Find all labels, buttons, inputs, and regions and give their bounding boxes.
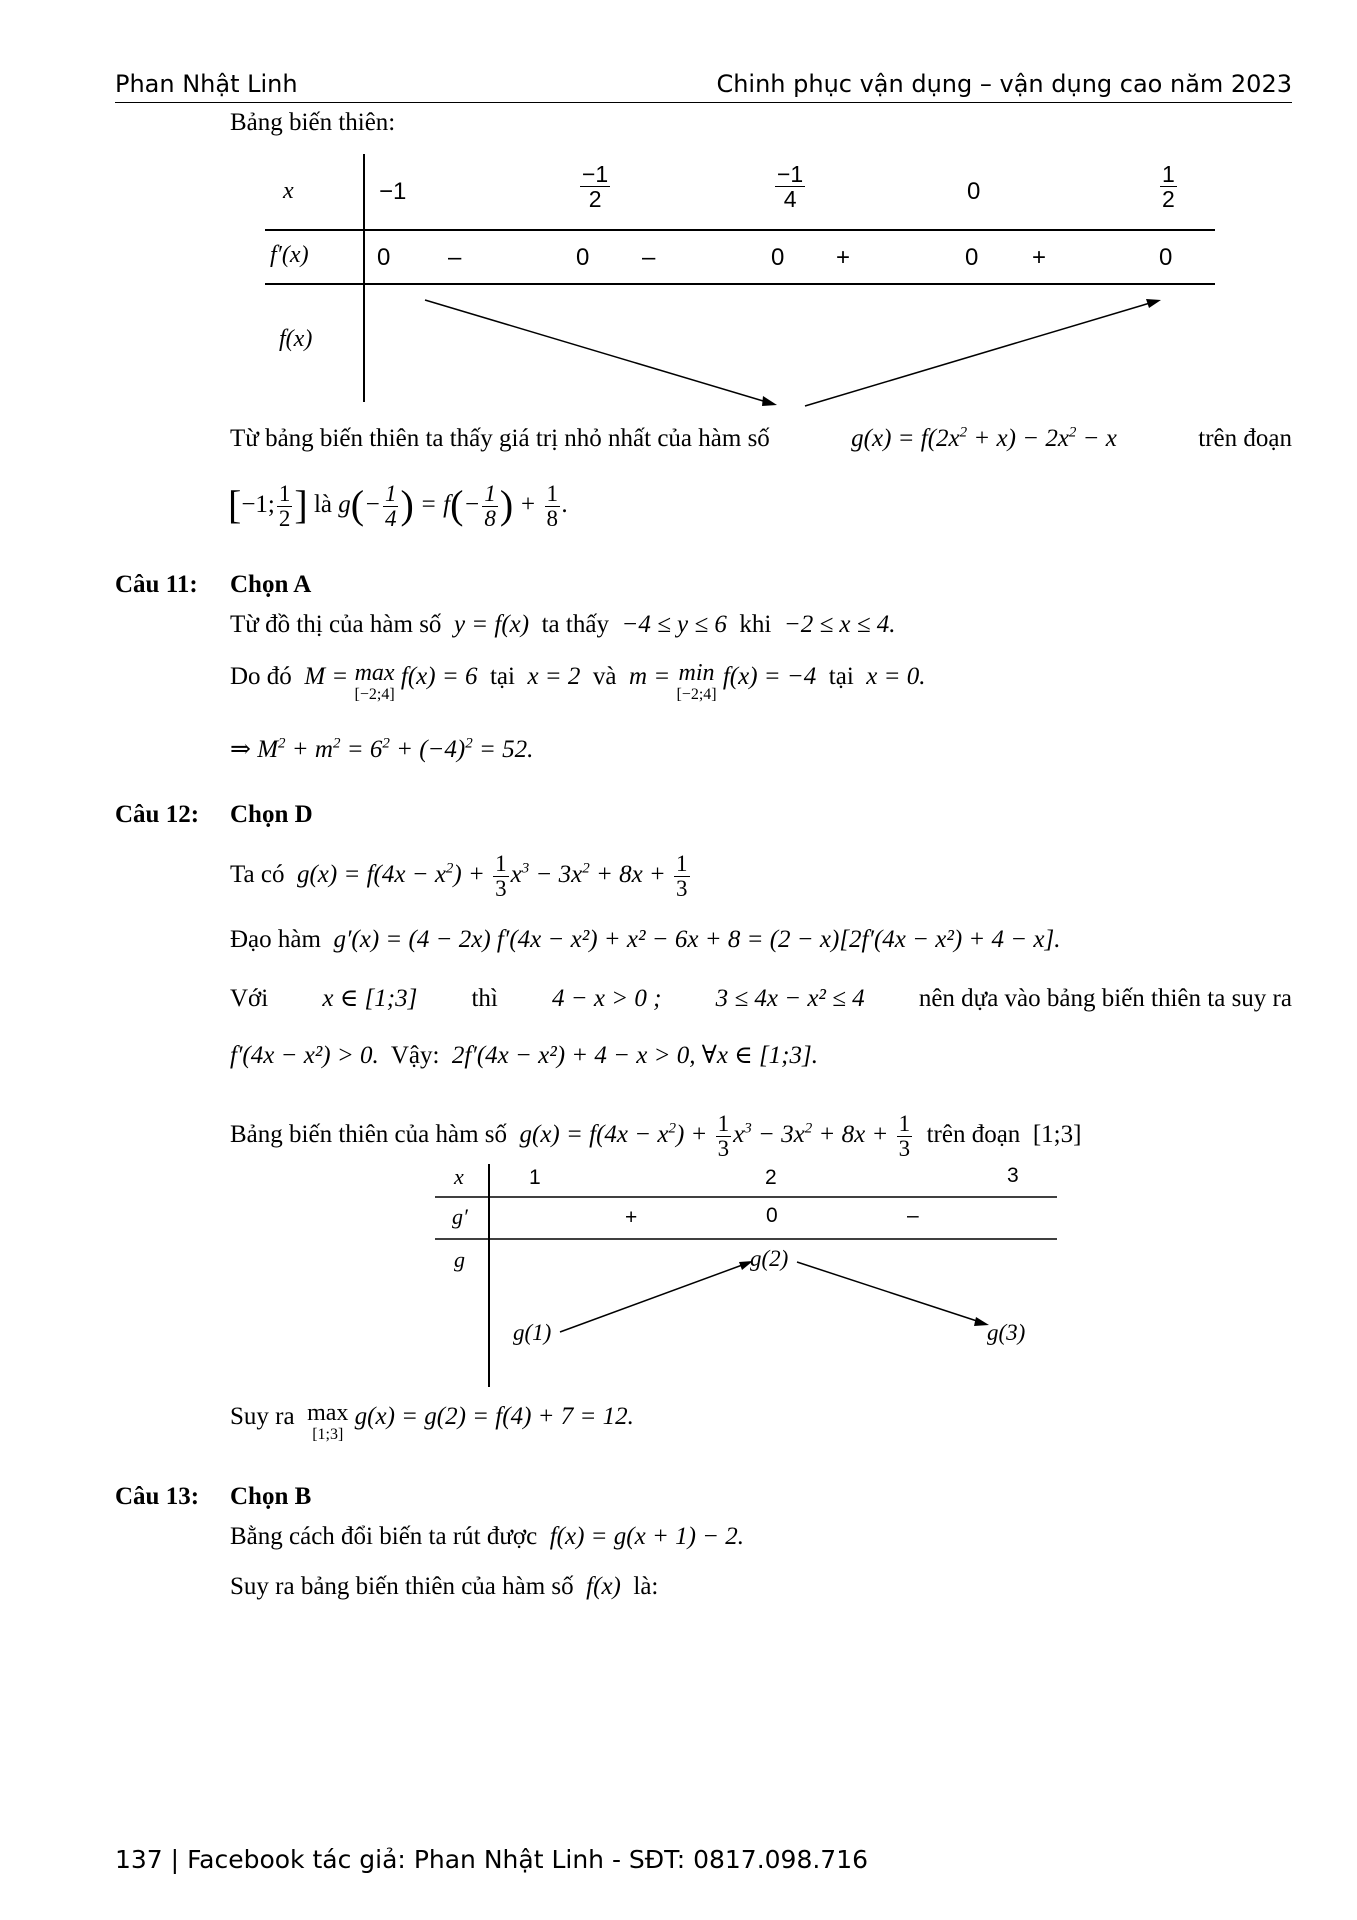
header-rule [115,102,1292,103]
q12-line4-c: 2f′(4x − x²) + 4 − x > 0, ∀x ∈ [1;3]. [451,1042,818,1069]
q11-max-index: [−2;4] [354,686,395,703]
t2-x-value-1: 2 [765,1166,777,1189]
q13-line2-text: Suy ra bảng biến thiên của hàm số [230,1573,574,1600]
q11-line-3: ⇒ $M^2 + m^2 = 6^2 + (-4)^2 = 52$. [230,735,534,763]
q12-line1-text: Ta có [230,861,285,889]
q11-min-expr: m = min [−2;4] f(x) = −4 [629,663,816,690]
footer [115,1845,868,1874]
q12-line3-e: 3 ≤ 4x − x² ≤ 4 [715,985,865,1012]
q12-line3-d: 4 − x > 0 ; [552,985,662,1012]
conclusion-function: $g(x) = f(2x^2 + x) - 2x^2 - x$ [851,424,1117,452]
q12-line3-b: x ∈ [1;3] [322,985,418,1012]
header-author: Phan Nhật Linh [115,70,298,98]
q11-line1-e: −2 ≤ x ≤ 4. [783,611,896,638]
q11-line2-b: tại [489,663,515,690]
t2-x-value-0: 1 [529,1166,541,1189]
t1-fp-5: + [836,244,851,271]
q11-label: Câu 11: [115,571,198,598]
q11-line-1 [230,610,896,640]
q11-answer: Chọn A [230,571,312,598]
q11-line-2 [230,662,926,706]
conclusion-la: là [313,491,332,519]
conclusion-line-1 [230,424,1292,454]
q12-line-6 [230,1402,634,1446]
t2-gp-2: – [907,1204,919,1227]
q12-line-2 [230,925,1060,955]
t2-g-value-2: g(3) [987,1320,1026,1345]
table-heading: Bảng biến thiên: [230,109,396,136]
header-book-title: Chinh phục vận dụng – vận dụng cao năm 2023 [716,70,1292,98]
q11-line1-text: Từ đồ thị của hàm số [230,611,442,638]
q12-line3-a: Với [230,985,269,1012]
conclusion-line-2 [228,482,568,531]
q11-line2-e: tại [828,663,854,690]
q12-line1-expr: $g(x) = f(4x - x^2)$ + $\frac{1}{3}$ $x^3 - 3x^2 + 8x$ + $\frac{1}{3}$ [296,851,688,901]
q11-min-index: [−2;4] [676,686,717,703]
q11-max-expr: M = max [−2;4] f(x) = 6 [304,663,477,690]
t1-x-value-4: $\frac{1}{2}$ [1162,161,1175,212]
q11-line1-func: y = f(x) [453,611,530,638]
t2-gp-1: 0 [766,1204,778,1227]
t2-gprime-label: g′ [452,1204,468,1229]
q13-line2-b: là: [633,1573,659,1600]
t1-x-value-2: $\frac{-1}{4}$ [777,161,804,212]
q12-line6-expr: max [1;3] g(x) = g(2) = f(4) + 7 = 12. [307,1403,634,1430]
q12-line3-f: nên dựa vào bảng biến thiên ta suy ra [918,985,1292,1012]
t1-x-value-0: −1 [379,178,407,205]
q12-line4-expr: f′(4x − x²) > 0. [230,1042,379,1069]
t2-g-value-0: g(1) [513,1320,552,1345]
variation-table-1 [265,150,1225,410]
q12-line5-expr: $g(x) = f(4x - x^2)$ + $\frac{1}{3}$ $x^3 - 3x^2 + 8x$ + $\frac{1}{3}$ [519,1111,911,1161]
q12-line4-b: Vậy: [390,1042,440,1069]
conclusion-interval: [−1; $\frac{1}{2}$ ] [228,481,308,531]
q11-line2-text: Do đó [230,663,292,690]
t1-fp-4: 0 [771,244,785,271]
q12-line5-c: [1;3] [1032,1121,1082,1149]
t2-g-label: g [454,1247,465,1272]
q13-line1-expr: f(x) = g(x + 1) − 2. [549,1523,745,1550]
t2-gp-0: + [625,1206,638,1229]
t1-fp-1: – [448,244,462,271]
t1-fp-3: – [642,244,656,271]
t1-fp-8: 0 [1159,244,1173,271]
q11-line2-d: và [592,663,617,690]
q11-line1-b: ta thấy [541,611,609,638]
q13-label: Câu 13: [115,1483,200,1510]
author-contact: Phan Nhật Linh - SĐT: 0817.098.716 [413,1845,869,1874]
q12-line3-c: thì [471,985,498,1012]
variation-table-2-lines [435,1162,1065,1392]
q12-line6-text: Suy ra [230,1403,295,1430]
t1-f-label: f(x) [279,326,313,352]
t2-x-value-2: 3 [1007,1164,1019,1187]
t1-fp-6: 0 [965,244,979,271]
q13-answer: Chọn B [230,1483,312,1510]
variation-table-2 [435,1162,1065,1392]
t1-fp-2: 0 [576,244,590,271]
t1-x-value-3: 0 [967,178,981,205]
t1-fprime-label: f′(x) [270,242,309,268]
q12-line-1 [230,852,692,901]
q12-line-4 [230,1041,818,1071]
page-number: 137 [115,1845,163,1874]
q12-line-5 [230,1112,1081,1161]
q12-line5-text: Bảng biến thiên của hàm số [230,1121,508,1149]
q12-line5-b: trên đoạn [926,1121,1021,1149]
footer-separator: | [170,1845,180,1874]
variation-table-1-lines [265,150,1225,410]
q13-line1-text: Bằng cách đổi biến ta rút được [230,1523,538,1550]
q11-line1-c: −4 ≤ y ≤ 6 [621,611,727,638]
t2-g-value-1: g(2) [750,1246,789,1271]
conclusion-tail: trên đoạn [1198,425,1292,452]
q12-line2-text: Đạo hàm [230,926,321,953]
t2-x-label: x [454,1164,464,1189]
q11-line1-d: khi [739,611,772,638]
q12-answer: Chọn D [230,801,313,828]
q11-line2-f: x = 0. [866,663,926,690]
q11-line2-c: x = 2 [527,663,581,690]
t1-fp-0: 0 [377,244,391,271]
t1-fp-7: + [1032,244,1047,271]
q12-max-index: [1;3] [312,1426,344,1443]
conclusion-text: Từ bảng biến thiên ta thấy giá trị nhỏ nhất của hàm số [230,425,770,452]
q12-line2-expr: g′(x) = (4 − 2x) f′(4x − x²) + x² − 6x + 8 = (2 − x)[2f′(4x − x²) + 4 − x]. [333,926,1061,953]
facebook-label: Facebook tác giả: [187,1845,406,1874]
q12-line-3 [230,984,1292,1014]
t1-x-value-1: $\frac{-1}{2}$ [582,161,609,212]
conclusion-result: g(− $\frac{1}{4}$ ) = f(− $\frac{1}{8}$ ) + $\frac{1}{8}$ . [338,481,569,531]
q12-label: Câu 12: [115,801,200,828]
q13-line-1 [230,1522,744,1552]
t1-x-label: x [283,178,294,204]
q13-line-2 [230,1572,658,1602]
q13-line2-func: f(x) [586,1573,621,1600]
